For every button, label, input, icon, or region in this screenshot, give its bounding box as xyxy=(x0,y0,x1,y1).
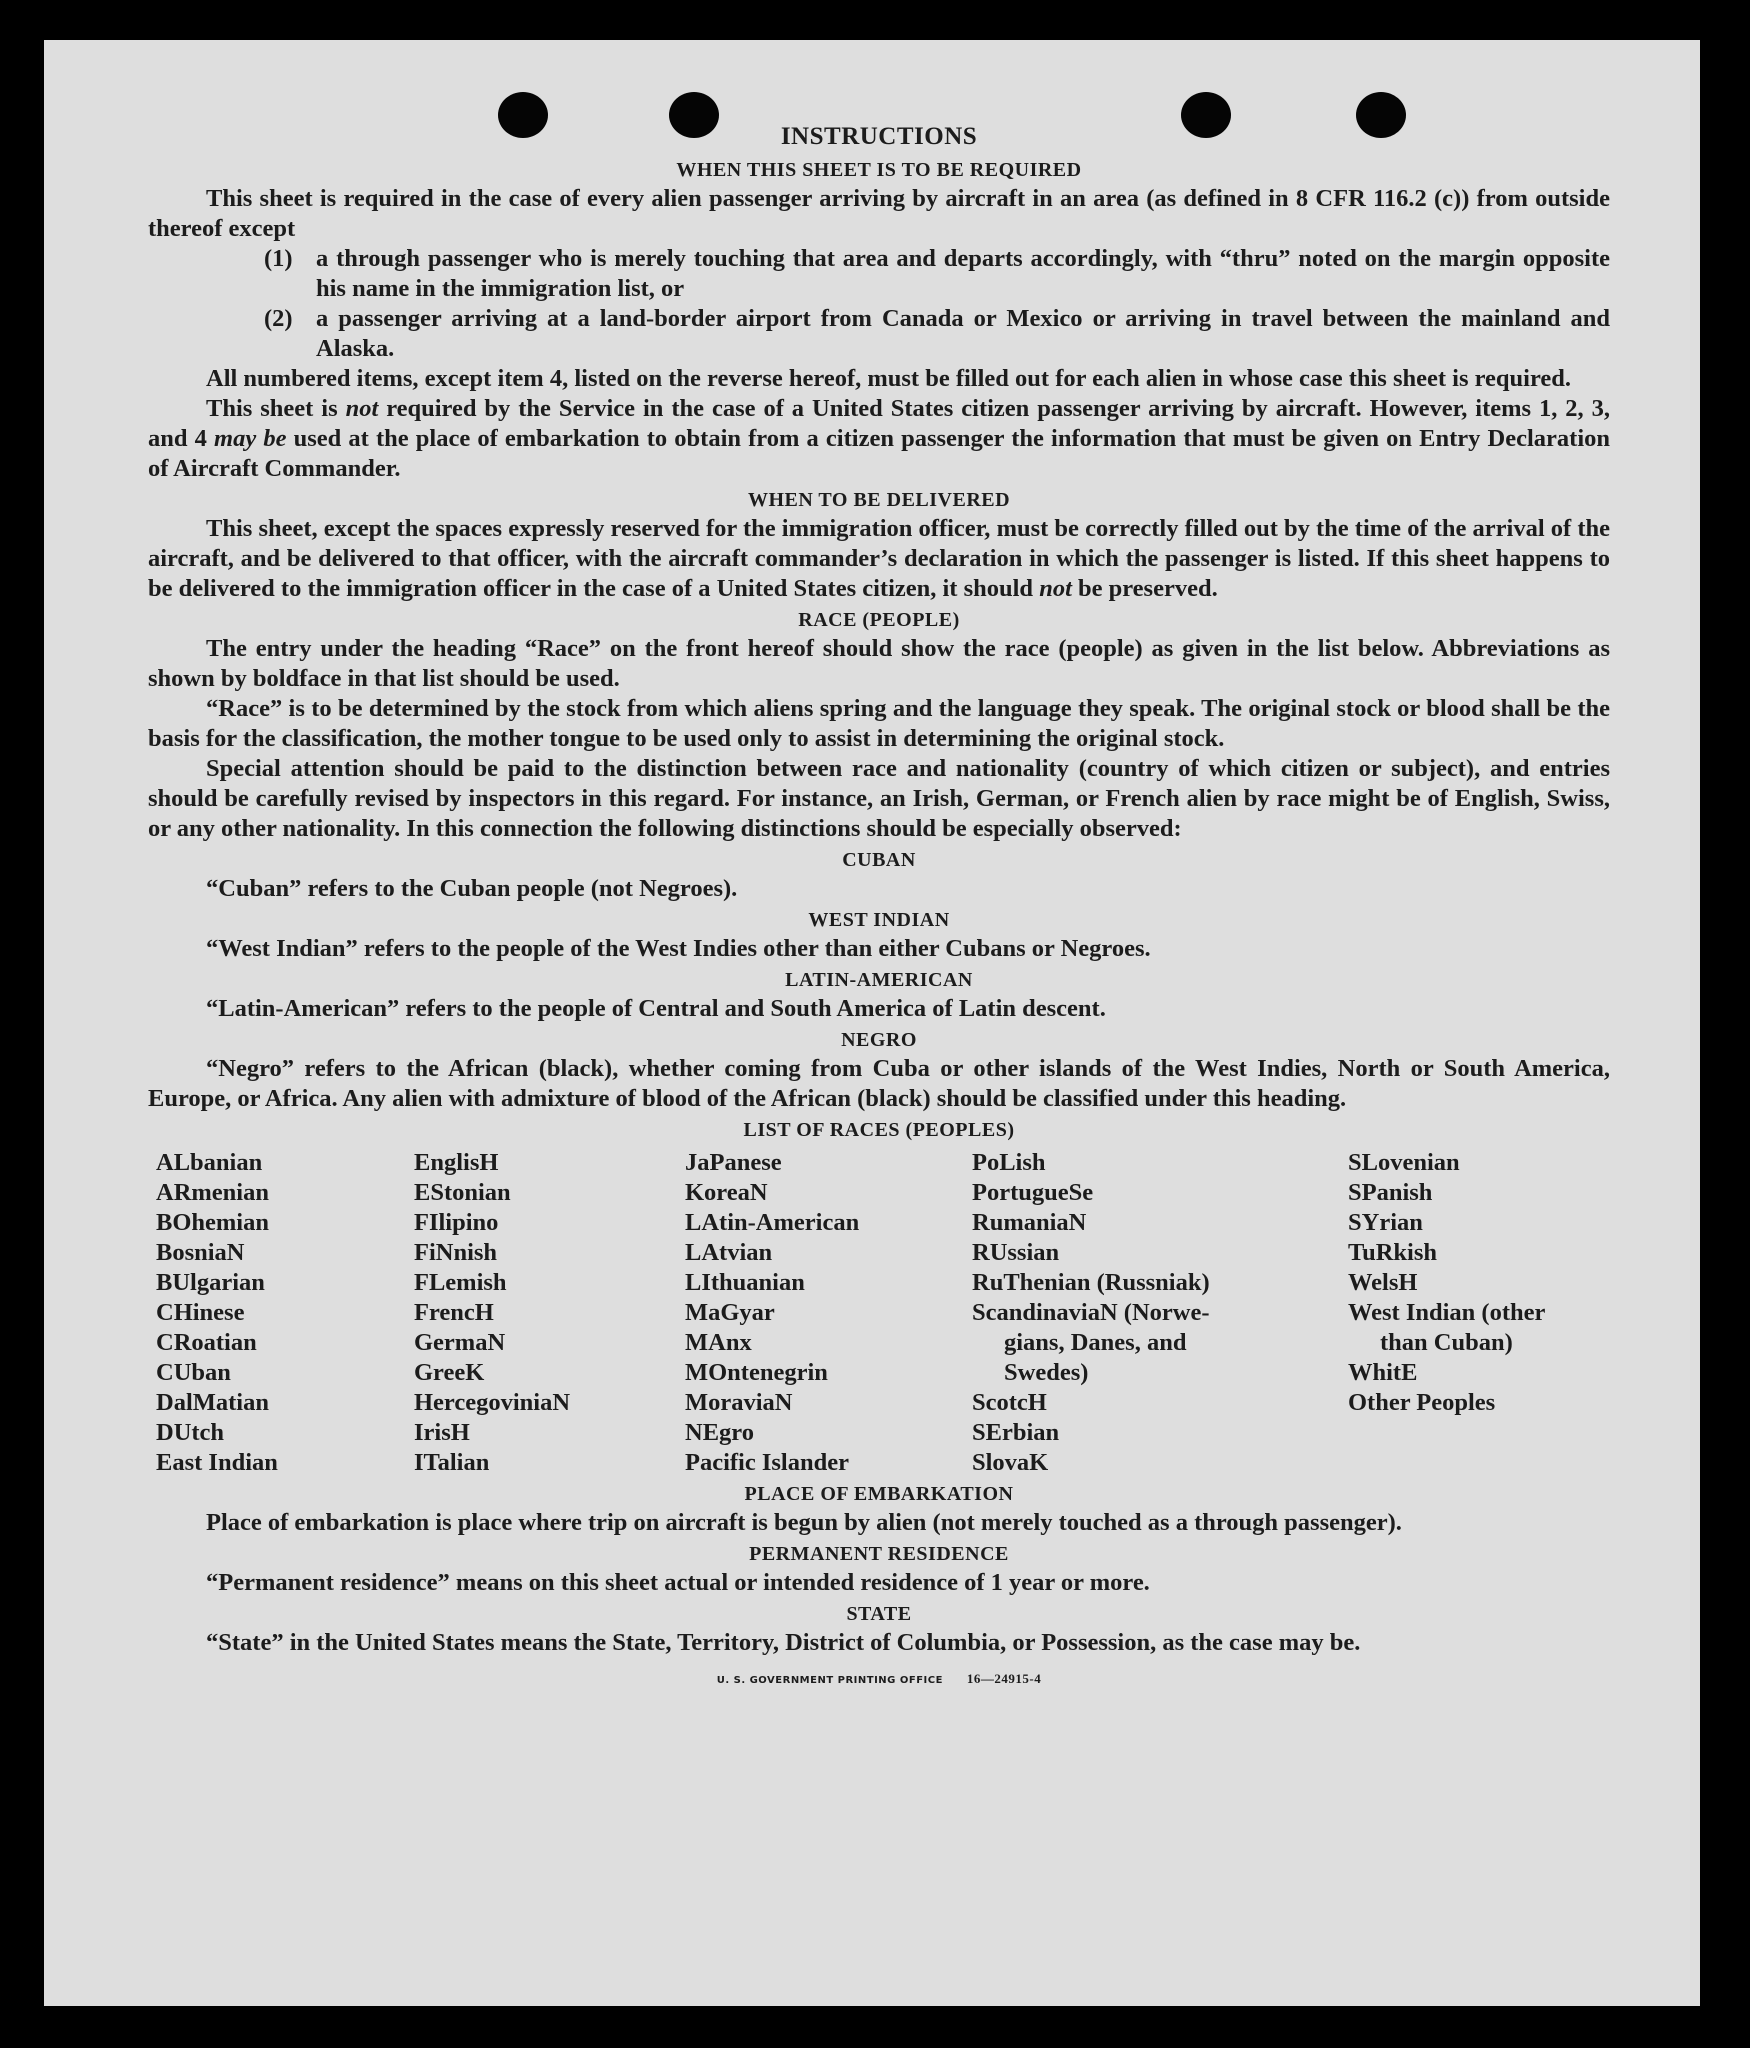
form-code: 16—24915-4 xyxy=(966,1671,1042,1686)
race-entry: SPanish xyxy=(1348,1179,1433,1206)
section-heading: LIST OF RACES (PEOPLES) xyxy=(743,1119,1015,1141)
section-heading: STATE xyxy=(846,1603,912,1625)
race-entry: DalMatian xyxy=(156,1389,269,1416)
race-entry: RumaniaN xyxy=(972,1209,1087,1236)
paragraph: “State” in the United States means the State, Territory, District of Columbia, or Possession, as the case may be. xyxy=(206,1629,1361,1656)
item-number: (1) xyxy=(264,245,293,272)
race-entry: SlovaK xyxy=(972,1449,1049,1476)
race-entry: ARmenian xyxy=(156,1179,269,1206)
race-entry: NEgro xyxy=(685,1419,754,1446)
text-run: be preserved. xyxy=(1071,575,1218,602)
race-entry: West Indian (other xyxy=(1348,1299,1546,1326)
race-entry: FIlipino xyxy=(414,1209,499,1236)
text-run-italic: may be xyxy=(214,425,287,452)
race-entry: WelsH xyxy=(1348,1269,1418,1296)
exception-item xyxy=(148,304,1610,364)
section-heading: LATIN-AMERICAN xyxy=(785,969,973,991)
paragraph xyxy=(148,394,1610,484)
paragraph: “Cuban” refers to the Cuban people (not Negroes). xyxy=(206,875,738,902)
race-entry: East Indian xyxy=(156,1449,278,1476)
race-column xyxy=(1348,1148,1618,1478)
race-entry: ITalian xyxy=(414,1449,490,1476)
race-column xyxy=(685,1148,972,1478)
race-entry: HercegoviniaN xyxy=(414,1389,571,1416)
paragraph: All numbered items, except item 4, listed on the reverse hereof, must be filled out for each alien in whose case this sheet is required. xyxy=(206,365,1572,392)
text-run: used at the place of embarkation to obtain from a citizen passenger the information that must be given on Entry Declaration of Aircraft Commander. xyxy=(148,425,1610,482)
race-entry: FLemish xyxy=(414,1269,507,1296)
race-entry: MoraviaN xyxy=(685,1389,793,1416)
race-entry: BOhemian xyxy=(156,1209,269,1236)
race-entry: SYrian xyxy=(1348,1209,1423,1236)
race-entry: WhitE xyxy=(1348,1359,1418,1386)
race-entry: MAnx xyxy=(685,1329,752,1356)
race-entry: LIthuanian xyxy=(685,1269,805,1296)
race-entry: CUban xyxy=(156,1359,231,1386)
section-heading: RACE (PEOPLE) xyxy=(798,609,960,631)
printer-name: U. S. GOVERNMENT PRINTING OFFICE xyxy=(716,1675,943,1686)
text-run: The entry under the heading “Race” on the front hereof should show the race (people) as given in the list below. Abbreviations as shown by xyxy=(148,635,1610,692)
text-run: This sheet, except the spaces expressly reserved for the immigration officer, must be correctly filled out by the time of the arrival of the aircraft, and be delivered to that officer, with the aircraft commander’s declaration in which the passenger is listed. If this sheet happens to be delivered to the immigration officer in the case of a United States citizen, it should xyxy=(148,515,1610,602)
race-column xyxy=(414,1148,685,1478)
item-text: a passenger arriving at a land-border airport from Canada or Mexico or arriving in travel between the mainland and Alaska. xyxy=(316,305,1610,362)
text-run: required by the Service in the case of a United States citizen passenger arriving by aircraft. However, items 1, 2, 3, and 4 xyxy=(148,395,1611,452)
race-column xyxy=(156,1148,414,1478)
text-run: This sheet is xyxy=(206,395,346,422)
race-entry: SLovenian xyxy=(1348,1149,1460,1176)
race-entry: than Cuban) xyxy=(1380,1329,1513,1356)
race-column xyxy=(972,1148,1348,1478)
race-entry: CHinese xyxy=(156,1299,245,1326)
section-heading: WHEN TO BE DELIVERED xyxy=(747,489,1011,511)
race-entry: RuThenian (Russniak) xyxy=(972,1269,1210,1296)
race-entry: JaPanese xyxy=(685,1149,782,1176)
race-entry: SErbian xyxy=(972,1419,1060,1446)
race-entry: MaGyar xyxy=(685,1299,775,1326)
section-heading: PERMANENT RESIDENCE xyxy=(749,1543,1009,1565)
race-entry: ALbanian xyxy=(156,1149,263,1176)
race-entry: Swedes) xyxy=(1004,1359,1089,1386)
paragraph xyxy=(148,514,1610,604)
paragraph: Special attention should be paid to the distinction between race and nationality (country of which citizen or subject), and entries should be carefully revised by inspectors in this regard. For instance, an Irish, German, or French alien by race might be of English, Swiss, or any other nationality. In this connection the following distinctions should be especially observed: xyxy=(148,755,1610,842)
race-entry: BosniaN xyxy=(156,1239,245,1266)
item-number: (2) xyxy=(264,305,293,332)
race-entry: LAtvian xyxy=(685,1239,773,1266)
exception-item xyxy=(148,244,1610,304)
race-entry: EStonian xyxy=(414,1179,511,1206)
text-run-italic: not xyxy=(345,395,379,422)
paragraph: “West Indian” refers to the people of the West Indies other than either Cubans or Negroes. xyxy=(206,935,1151,962)
race-entry: GermaN xyxy=(414,1329,506,1356)
race-entry: TuRkish xyxy=(1348,1239,1438,1266)
section-heading: WEST INDIAN xyxy=(808,909,950,931)
race-entry: FiNnish xyxy=(414,1239,498,1266)
section-heading: NEGRO xyxy=(841,1029,917,1051)
race-entry: KoreaN xyxy=(685,1179,768,1206)
section-heading: WHEN THIS SHEET IS TO BE REQUIRED xyxy=(676,159,1082,181)
race-list xyxy=(148,1148,1610,1478)
race-entry: BUlgarian xyxy=(156,1269,265,1296)
race-entry: ScandinaviaN (Norwe- xyxy=(972,1299,1210,1326)
race-entry: ScotcH xyxy=(972,1389,1047,1416)
paragraph: This sheet is required in the case of every alien passenger arriving by aircraft in an area (as defined in 8 CFR 116.2 (c)) from outside thereof except xyxy=(148,185,1610,242)
race-entry: Other Peoples xyxy=(1348,1389,1496,1416)
paragraph: “Negro” refers to the African (black), whether coming from Cuba or other islands of the West Indies, North or South America, Europe, or Africa. Any alien with admixture of blood of the African (black) should be classified under this heading. xyxy=(148,1055,1610,1112)
race-entry: GreeK xyxy=(414,1359,485,1386)
paragraph: “Latin-American” refers to the people of Central and South America of Latin descent. xyxy=(206,995,1106,1022)
race-entry: LAtin-American xyxy=(685,1209,860,1236)
race-entry: CRoatian xyxy=(156,1329,257,1356)
race-entry: gians, Danes, and xyxy=(1004,1329,1187,1356)
race-entry: PoLish xyxy=(972,1149,1046,1176)
section-heading: PLACE OF EMBARKATION xyxy=(744,1483,1014,1505)
text-run-italic: not xyxy=(1039,575,1072,602)
race-entry: Pacific Islander xyxy=(685,1449,849,1476)
instructions-content xyxy=(148,118,1610,1696)
section-heading: CUBAN xyxy=(842,849,916,871)
text-run-bold: boldface xyxy=(252,665,342,692)
item-text: a through passenger who is merely touching that area and departs accordingly, with “thru” noted on the margin opposite his name in the immigration list, or xyxy=(316,245,1610,302)
race-entry: FrencH xyxy=(414,1299,494,1326)
text-run: in that list should be used. xyxy=(341,665,620,692)
paragraph: Place of embarkation is place where trip on aircraft is begun by alien (not merely touched as a through passenger). xyxy=(206,1509,1402,1536)
race-entry: PortugueSe xyxy=(972,1179,1094,1206)
race-entry: MOntenegrin xyxy=(685,1359,828,1386)
race-entry: RUssian xyxy=(972,1239,1060,1266)
race-entry: DUtch xyxy=(156,1419,225,1446)
paragraph: “Permanent residence” means on this sheet actual or intended residence of 1 year or more. xyxy=(206,1569,1150,1596)
printer-imprint xyxy=(148,1664,1610,1696)
paragraph: “Race” is to be determined by the stock from which aliens spring and the language they speak. The original stock or blood shall be the basis for the classification, the mother tongue to be used only to assist in determining the original stock. xyxy=(148,695,1610,752)
page-title: INSTRUCTIONS xyxy=(780,123,978,150)
paragraph xyxy=(148,634,1610,694)
race-entry: IrisH xyxy=(414,1419,470,1446)
race-entry: EnglisH xyxy=(414,1149,499,1176)
